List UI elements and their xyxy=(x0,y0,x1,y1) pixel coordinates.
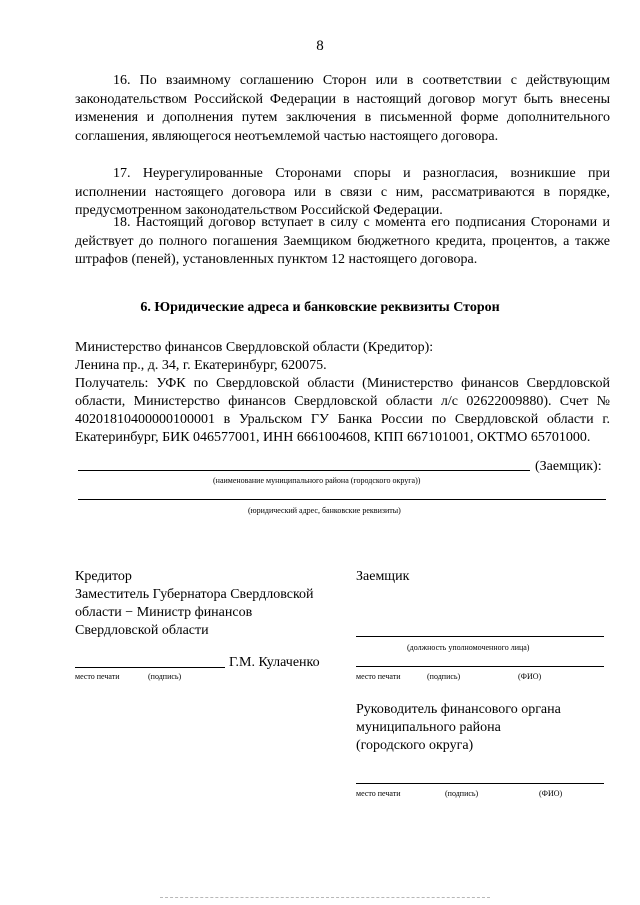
creditor-address: Ленина пр., д. 34, г. Екатеринбург, 620075. xyxy=(75,358,327,373)
finance-head-heading-line: муниципального района xyxy=(356,720,501,735)
borrower-position-line xyxy=(356,636,604,637)
borrower-stamp-label: место печати xyxy=(356,672,401,681)
borrower-fio-label: (ФИО) xyxy=(518,672,542,681)
clause-17: 17. Неурегулированные Сторонами споры и разногласия, возникшие при исполнении настоящего договора или в связи с ним, рассматриваются в порядке, предусмотренном законодательством Российской Федерации. xyxy=(75,166,610,218)
scan-artifact xyxy=(160,897,490,901)
creditor-stamp-label: место печати xyxy=(75,672,120,681)
creditor-signature-line xyxy=(75,667,225,668)
creditor-heading: Кредитор xyxy=(75,569,132,584)
page-number: 8 xyxy=(316,38,324,54)
creditor-signer-name: Г.М. Кулаченко xyxy=(229,655,320,670)
creditor-signature-label: (подпись) xyxy=(148,672,182,681)
clause-18: 18. Настоящий договор вступает в силу с момента его подписания Сторонами и действует до полного погашения Заемщиком бюджетного кредита, процентов, а также штрафов (пеней), установленных пунктом 12 настоящего договора. xyxy=(75,215,610,267)
borrower-position-caption: (должность уполномоченного лица) xyxy=(407,643,530,652)
section-heading: 6. Юридические адреса и банковские реквизиты Сторон xyxy=(140,300,500,315)
creditor-info xyxy=(75,339,610,447)
finance-head-fio-label: (ФИО) xyxy=(539,789,563,798)
borrower-signature-label: (подпись) xyxy=(427,672,461,681)
borrower-name-caption: (наименование муниципального района (городского округа)) xyxy=(213,476,421,485)
creditor-name: Министерство финансов Свердловской области (Кредитор): xyxy=(75,340,434,355)
borrower-address-caption: (юридический адрес, банковские реквизиты) xyxy=(248,506,401,515)
borrower-heading: Заемщик xyxy=(356,569,410,584)
borrower-signature-line xyxy=(356,666,604,667)
finance-head-stamp-label: место печати xyxy=(356,789,401,798)
creditor-position-line: Свердловской области xyxy=(75,623,209,638)
finance-head-heading-line: (городского округа) xyxy=(356,738,474,753)
finance-head-signature-line xyxy=(356,783,604,784)
creditor-recipient: Получатель: УФК по Свердловской области (Министерство финансов Свердловской области, Министерство финансов Свердловской области л/с 02622009880). Счет № 40201810400000100001 в Уральском ГУ Банка России по Свердловской области г. Екатеринбург, БИК 046577001, ИНН 6661004608, КПП 667101001, ОКТМО 65701000. xyxy=(75,376,610,445)
finance-head-heading-line: Руководитель финансового органа xyxy=(356,702,561,717)
creditor-position xyxy=(75,586,314,640)
creditor-position-line: Заместитель Губернатора Свердловской xyxy=(75,587,314,602)
borrower-suffix: (Заемщик): xyxy=(535,459,602,474)
creditor-position-line: области − Министр финансов xyxy=(75,605,253,620)
finance-head-signature-label: (подпись) xyxy=(445,789,479,798)
borrower-address-line xyxy=(78,499,606,500)
clause-16: 16. По взаимному соглашению Сторон или в соответствии с действующим законодательством Российской Федерации в настоящий договор могут быть внесены изменения и дополнения путем заключения в письменной форме дополнительного соглашения, являющегося неотъемлемой частью настоящего договора. xyxy=(75,73,610,144)
borrower-name-line xyxy=(78,470,530,471)
finance-head-heading xyxy=(356,701,561,755)
